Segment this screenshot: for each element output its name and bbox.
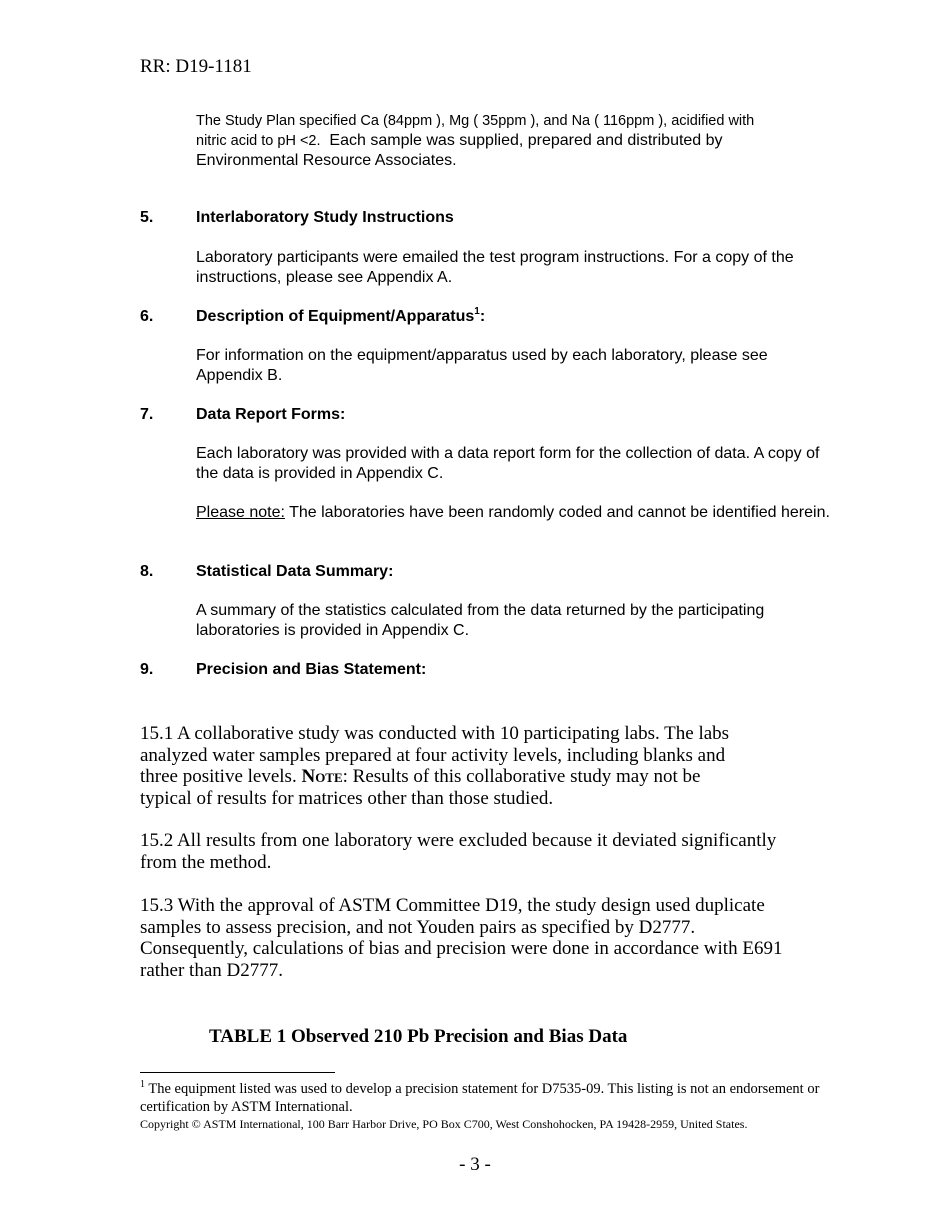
intro-line-3: Environmental Resource Associates.: [196, 152, 457, 169]
section-8-body: A summary of the statistics calculated from the data returned by the participating laboratories is provided in Appendix C.: [196, 602, 765, 639]
section-7-body: Each laboratory was provided with a data report form for the collection of data. A copy of the data is provided in Appendix C.: [196, 445, 820, 482]
copyright-line: Copyright © ASTM International, 100 Barr Harbor Drive, PO Box C700, West Conshohocken, PA 19428-2959, United States.: [140, 1117, 748, 1131]
note-label: Note: [301, 766, 343, 787]
section-9-number: 9.: [140, 661, 154, 678]
section-8-title: Statistical Data Summary:: [196, 563, 394, 580]
section-6-number: 6.: [140, 308, 154, 325]
precision-paragraph-15-2: 15.2 All results from one laboratory were excluded because it deviated significantly from the method.: [140, 830, 777, 873]
section-6-title: [196, 305, 486, 326]
section-6-body: For information on the equipment/apparatus used by each laboratory, please see Appendix B.: [196, 347, 768, 384]
section-7-number: 7.: [140, 406, 154, 423]
footnote-mark: 1: [140, 1079, 145, 1091]
footnote-ref-1: 1: [474, 305, 480, 317]
section-9-title: Precision and Bias Statement:: [196, 661, 427, 678]
section-6-title-text: Description of Equipment/Apparatus: [196, 308, 475, 325]
page-number: - 3 -: [459, 1154, 491, 1175]
section-7-title: Data Report Forms:: [196, 406, 346, 423]
p15-1-text-b: : Results of this collaborative study may not be typical of results for matrices other than those studied.: [140, 766, 701, 809]
please-note-text: The laboratories have been randomly coded and cannot be identified herein.: [284, 504, 830, 521]
precision-paragraph-15-1: [140, 723, 740, 809]
intro-line-2-rest: Each sample was supplied, prepared and distributed by: [329, 132, 723, 149]
intro-paragraph: [196, 111, 836, 171]
footnote-1: [140, 1080, 840, 1116]
precision-paragraph-15-3: 15.3 With the approval of ASTM Committee D19, the study design used duplicate samples to assess precision, and not Youden pairs as specified by D2777. Consequently, calculations of bias and precision were done in accordance with E691 rather than D2777.: [140, 895, 783, 981]
intro-line-2-small: nitric acid to pH <2.: [196, 133, 321, 149]
intro-line-1: The Study Plan specified Ca (84ppm ), Mg ( 35ppm ), and Na ( 116ppm ), acidified with: [196, 113, 755, 129]
section-7-note: [196, 503, 836, 523]
section-6-title-suffix: :: [479, 308, 486, 325]
p15-1-text-a: 15.1 A collaborative study was conducted with 10 participating labs. The labs analyzed water samples prepared at four activity levels, including blanks and three positive levels.: [140, 723, 730, 787]
intro-line-2: [196, 131, 836, 151]
report-id-header: RR: D19-1181: [140, 56, 252, 77]
section-5-body: Laboratory participants were emailed the test program instructions. For a copy of the instructions, please see Appendix A.: [196, 249, 794, 286]
section-5-title: Interlaboratory Study Instructions: [196, 209, 454, 226]
table-title: TABLE 1 Observed 210 Pb Precision and Bias Data: [209, 1026, 628, 1047]
footnote-separator: [140, 1072, 335, 1073]
please-note-label: Please note:: [196, 504, 285, 521]
section-5-number: 5.: [140, 209, 154, 226]
section-8-number: 8.: [140, 563, 154, 580]
footnote-text: The equipment listed was used to develop a precision statement for D7535-09. This listing is not an endorsement or certification by ASTM International.: [140, 1081, 820, 1115]
